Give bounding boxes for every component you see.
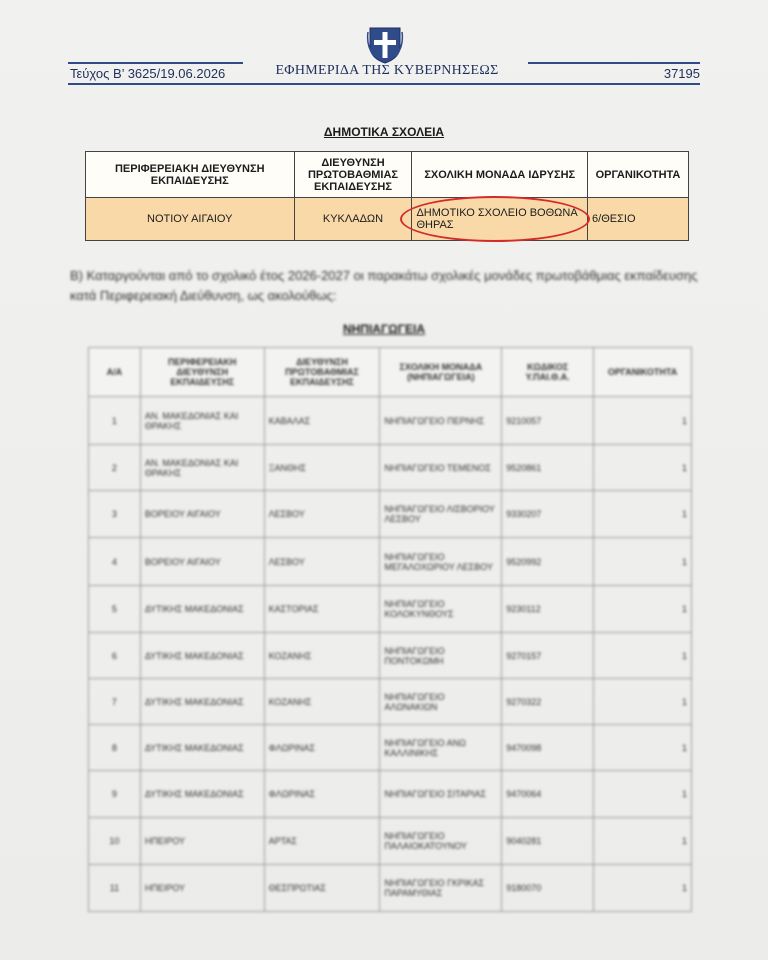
cell-code: 9470064	[502, 771, 594, 818]
cell-index: 9	[89, 771, 141, 818]
kindergartens-table	[88, 347, 692, 912]
cell-organicity: 1	[594, 865, 692, 912]
column-header: ΠΕΡΙΦΕΡΕΙΑΚΗ ΔΙΕΥΘΥΝΣΗ ΕΚΠΑΙΔΕΥΣΗΣ	[140, 348, 264, 397]
cell-region: ΑΝ. ΜΑΚΕΔΟΝΙΑΣ ΚΑΙ ΘΡΑΚΗΣ	[140, 445, 264, 491]
cell-region: ΔΥΤΙΚΗΣ ΜΑΚΕΔΟΝΙΑΣ	[140, 771, 264, 818]
cell-code: 9040281	[502, 818, 594, 865]
cell-region: ΒΟΡΕΙΟΥ ΑΙΓΑΙΟΥ	[140, 538, 264, 586]
cell-directorate: ΚΟΖΑΝΗΣ	[264, 679, 380, 725]
issue-number: Τεύχος Β’ 3625/19.06.2026	[70, 66, 226, 81]
cell-code: 9270322	[502, 679, 594, 725]
greek-emblem-icon	[366, 22, 404, 64]
cell-directorate: ΚΟΖΑΝΗΣ	[264, 633, 380, 679]
column-header: ΣΧΟΛΙΚΗ ΜΟΝΑΔΑ (ΝΗΠΙΑΓΩΓΕΙΑ)	[380, 348, 502, 397]
table-row	[89, 679, 692, 725]
cell-directorate: ΞΑΝΘΗΣ	[264, 445, 380, 491]
paragraph-abolition: Β) Καταργούνται από το σχολικό έτος 2026-2027 οι παρακάτω σχολικές μονάδες πρωτοβάθμιας εκπαίδευσης κατά Περιφερειακή Διεύθυνση, ως ακολούθως:	[70, 268, 698, 303]
cell-organicity: 1	[594, 397, 692, 445]
cell-region: ΔΥΤΙΚΗΣ ΜΑΚΕΔΟΝΙΑΣ	[140, 586, 264, 633]
cell-organicity: 6/ΘΕΣΙΟ	[588, 198, 689, 241]
cell-directorate: ΦΛΩΡΙΝΑΣ	[264, 771, 380, 818]
cell-school: ΝΗΠΙΑΓΩΓΕΙΟ ΠΟΝΤΟΚΩΜΗ	[380, 633, 502, 679]
cell-index: 2	[89, 445, 141, 491]
table-header-row	[89, 348, 692, 397]
cell-directorate: ΛΕΣΒΟΥ	[264, 538, 380, 586]
section-title-primary-schools: ΔΗΜΟΤΙΚΑ ΣΧΟΛΕΙΑ	[323, 125, 445, 139]
cell-region: ΔΥΤΙΚΗΣ ΜΑΚΕΔΟΝΙΑΣ	[140, 725, 264, 771]
cell-organicity: 1	[594, 445, 692, 491]
cell-directorate: ΘΕΣΠΡΩΤΙΑΣ	[264, 865, 380, 912]
cell-school: ΝΗΠΙΑΓΩΓΕΙΟ ΠΑΛΑΙΟΚΑΤΟΥΝΟΥ	[380, 818, 502, 865]
cell-organicity: 1	[594, 818, 692, 865]
table-row	[89, 865, 692, 912]
cell-organicity: 1	[594, 586, 692, 633]
table-row	[86, 198, 689, 241]
primary-schools-table	[85, 151, 689, 241]
cell-organicity: 1	[594, 538, 692, 586]
cell-region: ΗΠΕΙΡΟΥ	[140, 865, 264, 912]
table-row	[89, 586, 692, 633]
cell-directorate: ΦΛΩΡΙΝΑΣ	[264, 725, 380, 771]
cell-index: 11	[89, 865, 141, 912]
cell-directorate: ΚΥΚΛΑΔΩΝ	[294, 198, 412, 241]
column-header: ΠΕΡΙΦΕΡΕΙΑΚΗ ΔΙΕΥΘΥΝΣΗ ΕΚΠΑΙΔΕΥΣΗΣ	[86, 152, 295, 198]
cell-directorate: ΚΑΒΑΛΑΣ	[264, 397, 380, 445]
cell-code: 9470098	[502, 725, 594, 771]
cell-organicity: 1	[594, 771, 692, 818]
cell-organicity: 1	[594, 491, 692, 538]
column-header: ΣΧΟΛΙΚΗ ΜΟΝΑΔΑ ΙΔΡΥΣΗΣ	[412, 152, 588, 198]
table-row	[89, 397, 692, 445]
cell-code: 9520992	[502, 538, 594, 586]
page-number: 37195	[663, 66, 700, 81]
section-title-kindergartens: ΝΗΠΙΑΓΩΓΕΙΑ	[342, 322, 426, 336]
header-line-bottom	[68, 83, 700, 85]
cell-region: ΗΠΕΙΡΟΥ	[140, 818, 264, 865]
header-line-right	[528, 62, 700, 64]
table-row	[89, 538, 692, 586]
cell-school: ΝΗΠΙΑΓΩΓΕΙΟ ΣΙΤΑΡΙΑΣ	[380, 771, 502, 818]
cell-code: 9230112	[502, 586, 594, 633]
column-header: ΚΩΔΙΚΟΣ Υ.ΠΑΙ.Θ.Α.	[502, 348, 594, 397]
column-header: Α/Α	[89, 348, 141, 397]
cell-school: ΝΗΠΙΑΓΩΓΕΙΟ ΓΚΡΙΚΑΣ ΠΑΡΑΜΥΘΙΑΣ	[380, 865, 502, 912]
table-row	[89, 725, 692, 771]
table-row	[89, 491, 692, 538]
cell-school: ΝΗΠΙΑΓΩΓΕΙΟ ΤΕΜΕΝΟΣ	[380, 445, 502, 491]
cell-region: ΔΥΤΙΚΗΣ ΜΑΚΕΔΟΝΙΑΣ	[140, 679, 264, 725]
table-row	[89, 818, 692, 865]
cell-school: ΝΗΠΙΑΓΩΓΕΙΟ ΑΛΩΝΑΚΙΩΝ	[380, 679, 502, 725]
column-header: ΟΡΓΑΝΙΚΟΤΗΤΑ	[588, 152, 689, 198]
cell-region: ΒΟΡΕΙΟΥ ΑΙΓΑΙΟΥ	[140, 491, 264, 538]
cell-code: 9520861	[502, 445, 594, 491]
cell-school: ΝΗΠΙΑΓΩΓΕΙΟ ΚΟΛΟΚΥΝΘΟΥΣ	[380, 586, 502, 633]
cell-index: 6	[89, 633, 141, 679]
header-line-left	[68, 62, 243, 64]
cell-region: ΝΟΤΙΟΥ ΑΙΓΑΙΟΥ	[86, 198, 295, 241]
cell-index: 8	[89, 725, 141, 771]
table-row	[89, 445, 692, 491]
gazette-title: ΕΦΗΜΕΡΙΔΑ ΤΗΣ ΚΥΒΕΡΝΗΣΕΩΣ	[275, 63, 499, 78]
cell-directorate: ΑΡΤΑΣ	[264, 818, 380, 865]
cell-organicity: 1	[594, 679, 692, 725]
column-header: ΔΙΕΥΘΥΝΣΗ ΠΡΩΤΟΒΑΘΜΙΑΣ ΕΚΠΑΙΔΕΥΣΗΣ	[294, 152, 412, 198]
cell-code: 9180070	[502, 865, 594, 912]
cell-code: 9330207	[502, 491, 594, 538]
cell-code: 9270157	[502, 633, 594, 679]
table-row	[89, 771, 692, 818]
cell-index: 7	[89, 679, 141, 725]
cell-organicity: 1	[594, 633, 692, 679]
cell-school: ΔΗΜΟΤΙΚΟ ΣΧΟΛΕΙΟ ΒΟΘΩΝΑ ΘΗΡΑΣ	[412, 198, 588, 241]
cell-index: 5	[89, 586, 141, 633]
cell-school: ΝΗΠΙΑΓΩΓΕΙΟ ΠΕΡΝΗΣ	[380, 397, 502, 445]
cell-region: ΑΝ. ΜΑΚΕΔΟΝΙΑΣ ΚΑΙ ΘΡΑΚΗΣ	[140, 397, 264, 445]
cell-school: ΝΗΠΙΑΓΩΓΕΙΟ ΑΝΩ ΚΑΛΛΙΝΙΚΗΣ	[380, 725, 502, 771]
cell-index: 3	[89, 491, 141, 538]
table-header-row	[86, 152, 689, 198]
cell-region: ΔΥΤΙΚΗΣ ΜΑΚΕΔΟΝΙΑΣ	[140, 633, 264, 679]
cell-directorate: ΚΑΣΤΟΡΙΑΣ	[264, 586, 380, 633]
cell-code: 9210057	[502, 397, 594, 445]
cell-school: ΝΗΠΙΑΓΩΓΕΙΟ ΛΙΣΒΟΡΙΟΥ ΛΕΣΒΟΥ	[380, 491, 502, 538]
cell-index: 10	[89, 818, 141, 865]
cell-index: 4	[89, 538, 141, 586]
annotation-circle	[400, 196, 590, 242]
cell-directorate: ΛΕΣΒΟΥ	[264, 491, 380, 538]
column-header: ΟΡΓΑΝΙΚΟΤΗΤΑ	[594, 348, 692, 397]
table-row	[89, 633, 692, 679]
cell-index: 1	[89, 397, 141, 445]
column-header: ΔΙΕΥΘΥΝΣΗ ΠΡΩΤΟΒΑΘΜΙΑΣ ΕΚΠΑΙΔΕΥΣΗΣ	[264, 348, 380, 397]
cell-organicity: 1	[594, 725, 692, 771]
cell-school: ΝΗΠΙΑΓΩΓΕΙΟ ΜΕΓΑΛΟΧΩΡΙΟΥ ΛΕΣΒΟΥ	[380, 538, 502, 586]
